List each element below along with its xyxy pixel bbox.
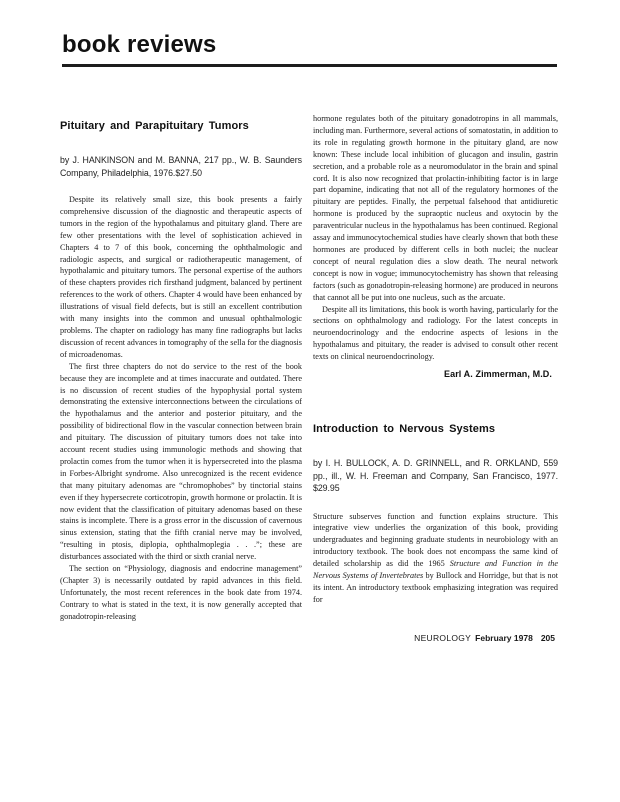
review-body-left [60,194,302,623]
paragraph-text: by Bullock and Horridge, but that is not its intent. An introductory textbook emphasizing integration was required for [313,571,558,604]
review-title-pituitary: Pituitary and Parapituitary Tumors [60,120,249,132]
paragraph [313,511,558,606]
reviewer-signature: Earl A. Zimmerman, M.D. [444,369,552,380]
book-title-italic: Structure and Function in the Nervous Systems of Invertebrates [313,559,558,581]
right-column [313,113,558,606]
section-masthead: book reviews [62,31,217,58]
left-column [60,120,302,623]
issue-date: February 1978 [475,633,533,643]
journal-name: NEUROLOGY [414,633,472,643]
paragraph: Despite its relatively small size, this book presents a fairly comprehensive discussion of the diagnostic and therapeutic aspects of tumors in the region of the hypothalamus and pituitary gland. There are few other presentations with the level of sophistication achieved in Chapters 4 to 7 of this book, concerning the ophthalmologic and radiologic aspects, and surgical or radiotherapeutic management, of hypothalamic and pituitary tumors. The personal expertise of the authors of these chapters provides rich firsthand judgment, balanced by pertinent references to the work of others. Chapter 4 would have been enhanced by illustrations of visual field defects, but is still an excellent contribution with many insights into the common and unusual ophthalmologic problems. The chapter on radiology has many fine radiographs but lacks discussion of recent advances in tomography of the sella for the diagnosis of microadenomas. [60,195,302,359]
paragraph: The section on “Physiology, diagnosis and endocrine management” (Chapter 3) is necessarily outdated by rapid advances in this field. Unfortunately, the most recent references in the book date from 1974. Contrary to what is stated in the text, it is now generally accepted that gonadotropin-releasing [60,564,302,621]
review-title-nervous-systems: Introduction to Nervous Systems [313,423,496,436]
paragraph-continuation: hormone regulates both of the pituitary gonadotropins in all mammals, including man. Furthermore, several actions of somatostatin, in addition to its role in regulating growth hormone in the pituitary gland, are now known: These include local inhibition of glucagon and insulin, gastrin secretion, and a probable role as a neuromodulator in the brain and spinal cord. It is also now recognized that prolactin-inhibiting factor is in large part dopamine, indicating that not all of the regulatory hormones of the pituitary are peptides. Finally, the perpetual falsehood that antidiuretic hormone is produced by the supraoptic nucleus and oxytocin by the paraventricular nucleus in the hypothalamus has been continued. Regional assay and immunocytochemical studies have clearly shown that both these hormones are produced by different cells in both nuclei; the nuclear concept of neural regulation dies a slow death. The neural network concept is now in vogue; immunocytochemistry has shown that releasing factors (such as gonadotropin-releasing hormone) are produced in neurons that cannot all be put into one nucleus, such as the arcuate. [313,114,558,302]
paragraph: Despite all its limitations, this book is worth having, particularly for the sections on ophthalmology and radiology. For the latest concepts in neuroendocrinology and the endocrine aspects of lesions in the hypothalamus and pituitary, the reader is advised to consult other recent texts on clinical neuroendocrinology. [313,304,558,362]
page-number: 205 [540,633,555,643]
masthead-rule [62,64,557,67]
paragraph-text: Structure subserves function and function explains structure. This integrative view underlies the organization of this book, providing undergraduates and beginning graduate students in neurobiology with an introductory textbook. The book does not encompass the same kind of detailed scholarship as did the 1965 [313,511,558,569]
review-byline-nervous-systems: by I. H. BULLOCK, A. D. GRINNELL, and R. ORKLAND, 559 pp., ill., W. H. Freeman and Company, San Francisco, 1977. $29.95 [313,458,558,494]
paragraph: The first three chapters do not do service to the rest of the book because they are incomplete and at times inaccurate and outdated. There is no discussion of recent studies of the hypophysial portal system demonstrating the extensive interconnections between the circulations of the hypothalamus and the anterior and posterior pituitary, and the possibility of bidirectional flow in the vascular connection between brain and pituitary. The discussion of pituitary tumors does not take into account recent studies using immunologic methods and showing that prolactin comes from the tumor when it is hypersecreted into the plasma in Forbes-Albright syndrome. Also unrecognized is the recent evidence that many pituitary adenomas are “chromophobes” by tinctorial stains even if they hypersecrete corticotropin, growth hormone or prolactin. It is now evident that the classification of pituitary adenomas based on these stains is incomplete. There is a gross error in the discussion of cavernous sinus extension, stating that the fifth cranial nerve may be involved, “resulting in ptosis, diplopia, ophthalmoplegia . . .”; these are disturbances associated with the third or sixth cranial nerve. [60,361,302,562]
page-footer [313,633,555,643]
review-byline-pituitary: by J. HANKINSON and M. BANNA, 217 pp., W. B. Saunders Company, Philadelphia, 1976.$27.50 [60,155,302,178]
